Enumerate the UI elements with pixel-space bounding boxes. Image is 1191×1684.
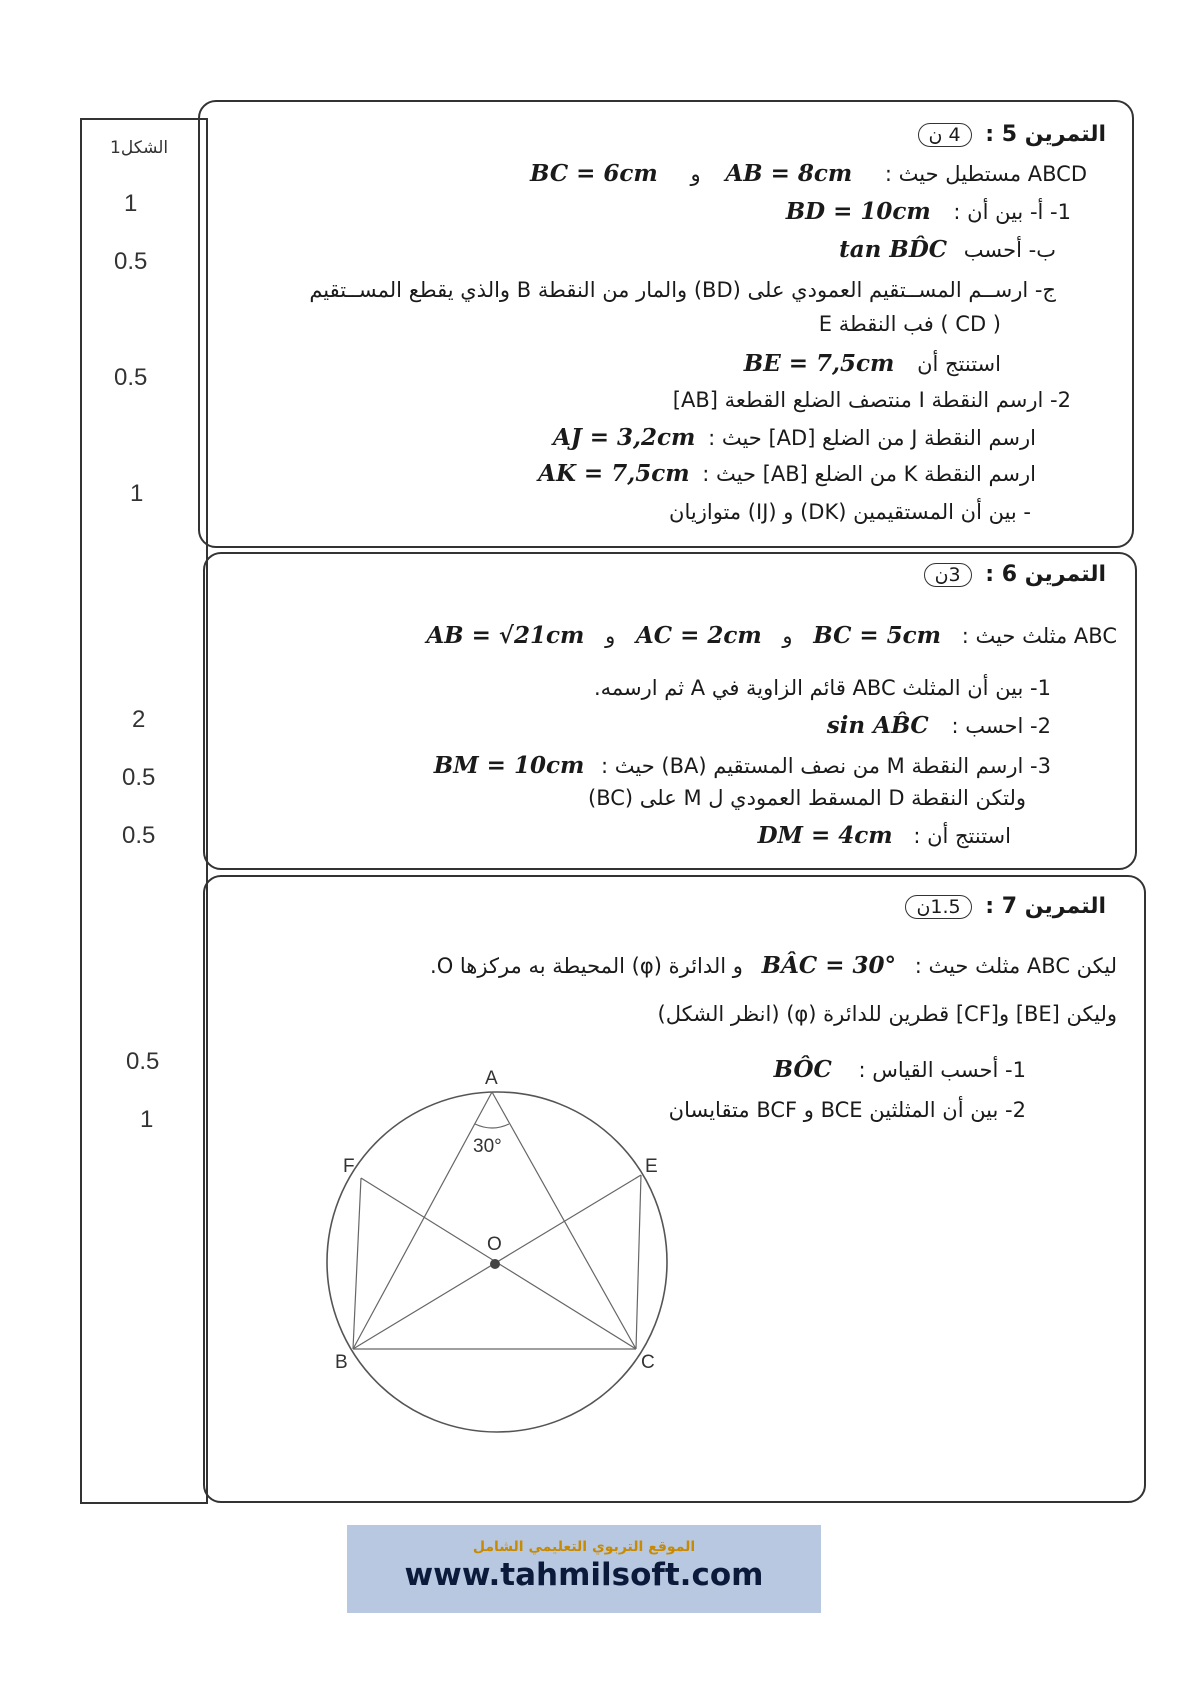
math: tan BD̂C bbox=[839, 236, 948, 263]
ex7-intro-line2: وليكن [BE] و[CF] قطرين للدائرة (φ) (انظر الشكل) bbox=[657, 1002, 1117, 1026]
math: sin AB̂C bbox=[826, 712, 929, 739]
math: BÔC bbox=[773, 1056, 832, 1083]
math: BD = 10cm bbox=[785, 198, 931, 225]
label-f: F bbox=[343, 1156, 355, 1177]
score-column-header: الشكل1 bbox=[110, 138, 169, 158]
score-value: 0.5 bbox=[114, 364, 148, 391]
exercise-title-text: التمرين 5 : bbox=[985, 122, 1106, 147]
score-value: 0.5 bbox=[126, 1048, 160, 1075]
text: استنتج أن bbox=[917, 352, 1001, 376]
math: AC = 2cm bbox=[635, 622, 762, 649]
ex7-q2: 2- بين أن المثلثين BCE و BCF متقايسان bbox=[668, 1098, 1026, 1122]
banner-url[interactable]: www.tahmilsoft.com bbox=[404, 1557, 764, 1593]
ex5-q1a bbox=[786, 198, 1071, 225]
ex6-q3-line3 bbox=[758, 822, 1011, 849]
ex7-intro-line1 bbox=[430, 952, 1117, 979]
label-b: B bbox=[335, 1352, 348, 1373]
math: BM = 10cm bbox=[433, 752, 585, 779]
math: BÂC = 30° bbox=[761, 952, 897, 979]
score-column bbox=[80, 118, 208, 1504]
exercise-title-text: التمرين 6 : bbox=[985, 562, 1106, 587]
score-value: 0.5 bbox=[114, 248, 148, 275]
angle-arc bbox=[475, 1124, 509, 1128]
text: و الدائرة (φ) المحيطة به مركزها O. bbox=[430, 954, 743, 978]
center-point bbox=[490, 1259, 500, 1269]
text: ليكن ABC مثلث حيث : bbox=[914, 954, 1117, 978]
math: AB = 8cm bbox=[725, 160, 853, 187]
math: BC = 5cm bbox=[813, 622, 942, 649]
score-value: 2 bbox=[132, 706, 146, 733]
ex5-q1c-line1: ج- ارســم المســتقيم العمودي على (BD) والمار من النقطة B والذي يقطع المســتقيم bbox=[309, 278, 1056, 302]
score-value: 0.5 bbox=[122, 764, 156, 791]
points-badge: 3ن bbox=[924, 563, 972, 587]
angle-label: 30° bbox=[473, 1136, 502, 1157]
label-c: C bbox=[641, 1352, 655, 1373]
text: ارسم النقطة J من الضلع [AD] حيث : bbox=[708, 426, 1036, 450]
score-value: 1 bbox=[130, 480, 144, 507]
math: AJ = 3,2cm bbox=[553, 424, 696, 451]
ex5-q2-line4: - بين أن المستقيمين (DK) و (IJ) متوازيان bbox=[669, 500, 1031, 524]
math: AB = √21cm bbox=[426, 622, 585, 649]
text: 1- أ- بين أن : bbox=[953, 200, 1071, 224]
segment-fb bbox=[353, 1178, 361, 1349]
text: و bbox=[782, 624, 793, 648]
segment-ab bbox=[353, 1092, 492, 1349]
text: و bbox=[690, 162, 701, 186]
ex5-q1b bbox=[839, 236, 1056, 263]
text: ABCD مستطيل حيث : bbox=[884, 162, 1087, 186]
label-o: O bbox=[487, 1234, 502, 1255]
segment-ec bbox=[636, 1175, 641, 1349]
text: استنتج أن : bbox=[913, 824, 1011, 848]
label-a: A bbox=[485, 1068, 498, 1089]
exercise-7-title bbox=[905, 894, 1106, 919]
math: BC = 6cm bbox=[529, 160, 658, 187]
ex6-q1: 1- بين أن المثلث ABC قائم الزاوية في A ثم ارسمه. bbox=[593, 676, 1051, 700]
score-value: 0.5 bbox=[122, 822, 156, 849]
ex5-q2-line3 bbox=[538, 460, 1036, 487]
text: 2- احسب : bbox=[951, 714, 1051, 738]
website-banner bbox=[347, 1525, 821, 1613]
text: ب- أحسب bbox=[963, 238, 1056, 262]
ex5-q2-line2 bbox=[553, 424, 1036, 451]
ex5-q1c-line2: ( CD ) فب النقطة E bbox=[818, 312, 1001, 336]
ex5-intro bbox=[530, 160, 1087, 187]
ex6-q2 bbox=[827, 712, 1051, 739]
ex7-q1 bbox=[774, 1056, 1026, 1083]
ex5-q2-line1: 2- ارسم النقطة I منتصف الضلع القطعة [AB] bbox=[672, 388, 1071, 412]
exercise-6-title bbox=[924, 562, 1106, 587]
score-value: 1 bbox=[124, 190, 138, 217]
text: و bbox=[605, 624, 616, 648]
exercise-title-text: التمرين 7 : bbox=[985, 894, 1106, 919]
score-value: 1 bbox=[140, 1106, 154, 1133]
ex6-q3-line2: ولتكن النقطة D المسقط العمودي ل M على (BC) bbox=[588, 786, 1026, 810]
points-badge: 1.5ن bbox=[905, 895, 971, 919]
text: 3- ارسم النقطة M من نصف المستقيم (BA) حيث : bbox=[601, 754, 1051, 778]
points-badge: 4 ن bbox=[918, 123, 972, 147]
text: ارسم النقطة K من الضلع [AB] حيث : bbox=[702, 462, 1036, 486]
segment-ac bbox=[492, 1092, 636, 1349]
circle-triangle-figure bbox=[325, 1060, 695, 1445]
exercise-5-title bbox=[918, 122, 1106, 147]
banner-subtitle: الموقع التربوي التعليمي الشامل bbox=[472, 1539, 696, 1555]
text: ABC مثلث حيث : bbox=[961, 624, 1117, 648]
math: AK = 7,5cm bbox=[538, 460, 690, 487]
text: 1- أحسب القياس : bbox=[858, 1058, 1026, 1082]
math: BE = 7,5cm bbox=[743, 350, 895, 377]
label-e: E bbox=[645, 1156, 658, 1177]
math: DM = 4cm bbox=[757, 822, 893, 849]
ex5-q1d bbox=[744, 350, 1001, 377]
ex6-intro bbox=[426, 622, 1117, 649]
ex6-q3 bbox=[434, 752, 1051, 779]
